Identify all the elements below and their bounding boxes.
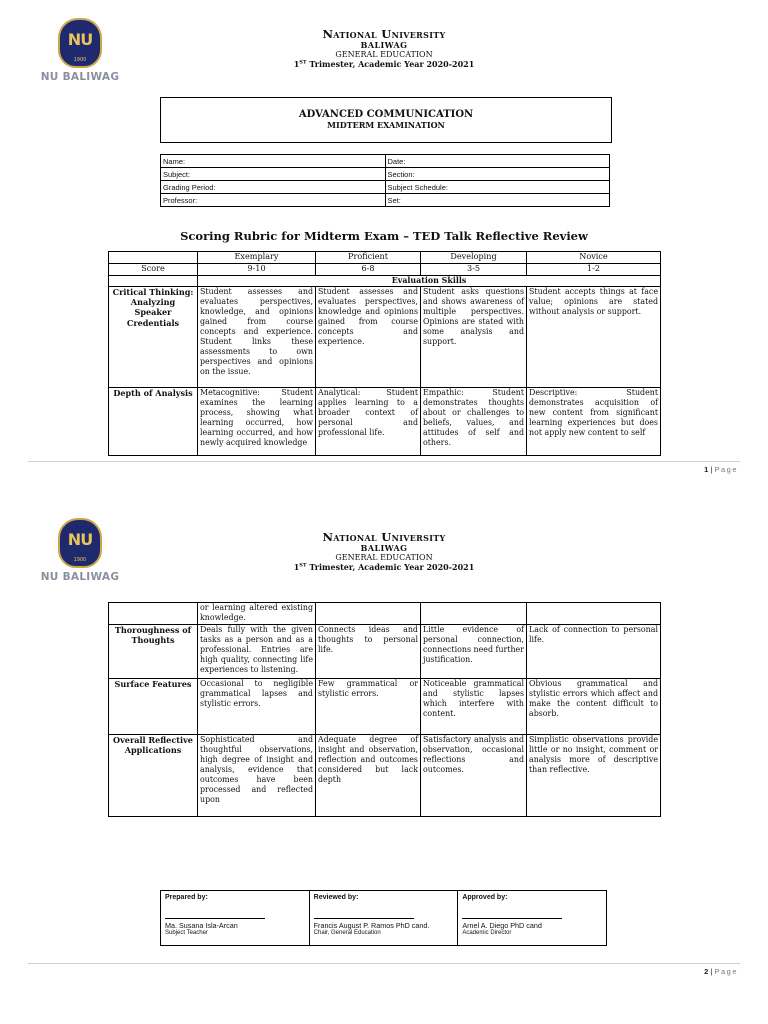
- subject-schedule-field[interactable]: Subject Schedule:: [385, 181, 610, 194]
- logo-caption: NU BALIWAG: [40, 571, 120, 583]
- rubric-cell: Few grammatical or stylistic errors.: [316, 679, 421, 735]
- university-name: National University: [322, 27, 446, 41]
- logo-letters: NU: [67, 530, 93, 549]
- rubric-cell: Adequate degree of insight and observation, reflection and outcomes considered but lack depth: [316, 735, 421, 817]
- criterion-label: Depth of Analysis: [109, 388, 198, 456]
- section-spacer-cell: [109, 276, 198, 287]
- level-header: Developing: [421, 252, 527, 264]
- rubric-cell: Noticeable grammatical and stylistic lapses which interfere with content.: [421, 679, 527, 735]
- professor-field[interactable]: Professor:: [161, 194, 386, 207]
- rubric-cell: Descriptive: Student demonstrates acquisition of new content from significant learning experiences but does not apply new content to self: [527, 388, 661, 456]
- rubric-table-page1: [108, 251, 661, 456]
- logo-letters: NU: [67, 30, 93, 49]
- logo-year: 1900: [73, 57, 87, 63]
- signature-role: Approved by:: [462, 894, 508, 901]
- grading-period-field[interactable]: Grading Period:: [161, 181, 386, 194]
- rubric-cell: Empathic: Student demonstrates thoughts about or challenges to beliefs, values, and attitudes of self and others.: [421, 388, 527, 456]
- rubric-cell: Student assesses and evaluates perspectives, knowledge and opinions gained from course concepts and experience.: [316, 287, 421, 388]
- rubric-cell: Lack of connection to personal life.: [527, 625, 661, 679]
- level-header: Exemplary: [198, 252, 316, 264]
- rubric-table-page2: [108, 602, 661, 817]
- rubric-cell: Satisfactory analysis and observation, occasional reflections and outcomes.: [421, 735, 527, 817]
- department-name: GENERAL EDUCATION: [335, 553, 433, 563]
- rubric-title: Scoring Rubric for Midterm Exam – TED Talk Reflective Review: [180, 229, 588, 243]
- logo-year: 1900: [73, 557, 87, 563]
- signature-line: [314, 918, 414, 919]
- rubric-cell: Metacognitive: Student examines the learning process, showing what learning occurred, how learning occurred, and how newly acquired knowledge: [198, 388, 316, 456]
- rubric-row: [109, 625, 661, 679]
- rubric-cell: [316, 603, 421, 625]
- academic-term: 1ST Trimester, Academic Year 2020-2021: [293, 561, 475, 572]
- campus-name: BALIWAG: [360, 40, 408, 51]
- exam-title-box: [160, 97, 612, 143]
- level-header: Proficient: [316, 252, 421, 264]
- footer-rule: [28, 461, 740, 462]
- section-field[interactable]: Section:: [385, 168, 610, 181]
- signature-block-reviewed: [309, 891, 458, 946]
- signature-role: Reviewed by:: [313, 894, 359, 901]
- rubric-cell: Student assesses and evaluates perspectives, knowledge, and opinions gained from course concepts and experience. Student links these assessments to own perspectives and opinions on the issue.: [198, 287, 316, 388]
- evaluation-skills-header: Evaluation Skills: [198, 276, 661, 287]
- score-range: 6-8: [316, 264, 421, 276]
- logo-caption: NU BALIWAG: [40, 71, 120, 83]
- page-2: [0, 512, 768, 1024]
- rubric-cell: Deals fully with the given tasks as a person and as a professional. Entries are high quality, connecting life experiences to listening.: [198, 625, 316, 679]
- rubric-row: [109, 603, 661, 625]
- criterion-label: [109, 603, 198, 625]
- rubric-cell: [527, 603, 661, 625]
- signatory-name: Arnel A. Diego PhD cand: [462, 921, 542, 930]
- signatory-title: Chair, General Education: [313, 930, 381, 936]
- signature-line: [165, 918, 265, 919]
- rubric-cell: Student accepts things at face value; opinions are stated without analysis or support.: [527, 287, 661, 388]
- name-field[interactable]: Name:: [161, 155, 386, 168]
- course-title: ADVANCED COMMUNICATION: [298, 109, 474, 120]
- signatory-title: Subject Teacher: [165, 930, 208, 936]
- criterion-label: Surface Features: [109, 679, 198, 735]
- score-range: 9-10: [198, 264, 316, 276]
- rubric-row: [109, 287, 661, 388]
- campus-name: BALIWAG: [360, 543, 408, 554]
- criterion-label: Thoroughness of Thoughts: [109, 625, 198, 679]
- rubric-cell: or learning altered existing knowledge.: [198, 603, 316, 625]
- rubric-row: [109, 735, 661, 817]
- level-header: Novice: [527, 252, 661, 264]
- rubric-row: [109, 388, 661, 456]
- rubric-cell: Connects ideas and thoughts to personal life.: [316, 625, 421, 679]
- criterion-label: Overall Reflective Applications: [109, 735, 198, 817]
- signature-line: [462, 918, 562, 919]
- university-name: National University: [322, 530, 446, 544]
- date-field[interactable]: Date:: [385, 155, 610, 168]
- signatory-name: Francis August P. Ramos PhD cand.: [313, 921, 430, 930]
- rubric-cell: Obvious grammatical and stylistic errors which affect and make the content difficult to absorb.: [527, 679, 661, 735]
- rubric-cell: Occasional to negligible grammatical lapses and stylistic errors.: [198, 679, 316, 735]
- rubric-row: [109, 679, 661, 735]
- rubric-cell: Sophisticated and thoughtful observations, high degree of insight and analysis, evidence that outcomes have been processed and reflected upon: [198, 735, 316, 817]
- page-header: [0, 531, 768, 572]
- rubric-cell: Student asks questions and shows awareness of multiple perspectives. Opinions are stated with some analysis and support.: [421, 287, 527, 388]
- student-info-table: [160, 154, 610, 207]
- signatory-title: Academic Director: [462, 930, 512, 936]
- set-field[interactable]: Set:: [385, 194, 610, 207]
- rubric-cell: Simplistic observations provide little or no insight, comment or analysis more of descriptive than reflective.: [527, 735, 661, 817]
- score-label: Score: [109, 264, 198, 276]
- signature-table: [160, 890, 607, 946]
- department-name: GENERAL EDUCATION: [335, 50, 433, 60]
- page-number: 1 | Page: [704, 465, 738, 474]
- academic-term: 1ST Trimester, Academic Year 2020-2021: [293, 58, 475, 69]
- rubric-cell: [421, 603, 527, 625]
- criterion-label: Critical Thinking: Analyzing Speaker Credentials: [109, 287, 198, 388]
- signature-block-approved: [458, 891, 607, 946]
- rubric-cell: Little evidence of personal connection, connections need further justification.: [421, 625, 527, 679]
- page-header: [0, 28, 768, 69]
- rubric-cell: Analytical: Student applies learning to a broader context of personal and professional life.: [316, 388, 421, 456]
- footer-rule: [28, 963, 740, 964]
- page-number: 2 | Page: [704, 967, 738, 976]
- rubric-corner-cell: [109, 252, 198, 264]
- score-range: 3-5: [421, 264, 527, 276]
- signature-block-prepared: [161, 891, 310, 946]
- signatory-name: Ma. Susana Isla-Arcan: [165, 921, 238, 930]
- subject-field[interactable]: Subject:: [161, 168, 386, 181]
- signature-role: Prepared by:: [165, 894, 208, 901]
- score-range: 1-2: [527, 264, 661, 276]
- exam-type: MIDTERM EXAMINATION: [327, 120, 445, 130]
